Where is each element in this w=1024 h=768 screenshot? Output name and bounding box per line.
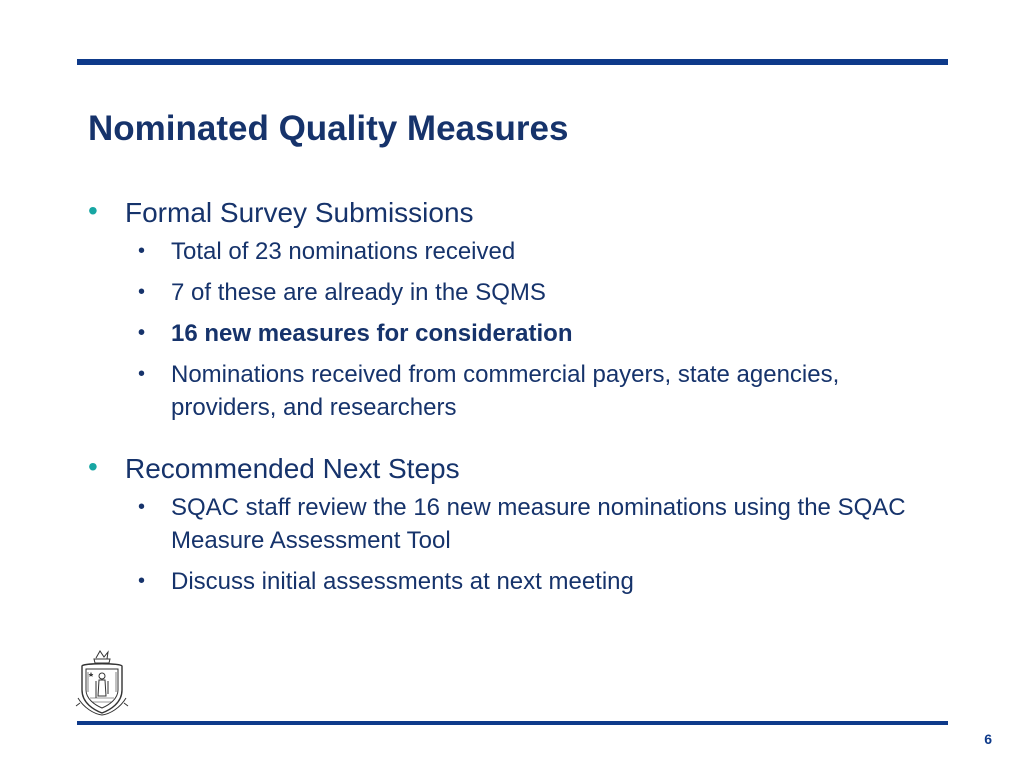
top-rule [77, 59, 948, 65]
section-heading-text: Recommended Next Steps [125, 453, 460, 484]
section-heading-text: Formal Survey Submissions [125, 197, 474, 228]
list-item-text: Total of 23 nominations received [171, 238, 516, 265]
list-item-highlighted [88, 317, 948, 350]
bullet-icon: • [138, 281, 146, 303]
section-heading [88, 194, 948, 232]
bullet-icon: • [138, 240, 146, 262]
section-next-steps [88, 450, 948, 598]
list-item-text: Nominations received from commercial payers, state agencies, providers, and researchers [171, 361, 840, 421]
list-item [88, 276, 948, 309]
list-item [88, 565, 948, 598]
massachusetts-seal-icon [74, 648, 130, 716]
list-item [88, 491, 948, 557]
list-item-text: SQAC staff review the 16 new measure nominations using the SQAC Measure Assessment Tool [171, 494, 906, 554]
bullet-icon: • [138, 322, 146, 344]
sub-bullet-list [88, 491, 948, 598]
bullet-icon: • [88, 451, 98, 482]
bottom-rule [77, 721, 948, 725]
list-item-text: Discuss initial assessments at next meeting [171, 568, 634, 595]
slide-content [88, 194, 948, 624]
list-item-text: 16 new measures for consideration [171, 320, 573, 347]
page-number: 6 [984, 731, 992, 747]
bullet-icon: • [138, 496, 146, 518]
list-item-text: 7 of these are already in the SQMS [171, 279, 546, 306]
bullet-icon: • [88, 195, 98, 226]
section-formal-survey [88, 194, 948, 424]
list-item [88, 235, 948, 268]
list-item [88, 358, 948, 424]
sub-bullet-list [88, 235, 948, 424]
bullet-icon: • [138, 570, 146, 592]
slide-title: Nominated Quality Measures [88, 109, 569, 148]
bullet-icon: • [138, 363, 146, 385]
section-heading [88, 450, 948, 488]
